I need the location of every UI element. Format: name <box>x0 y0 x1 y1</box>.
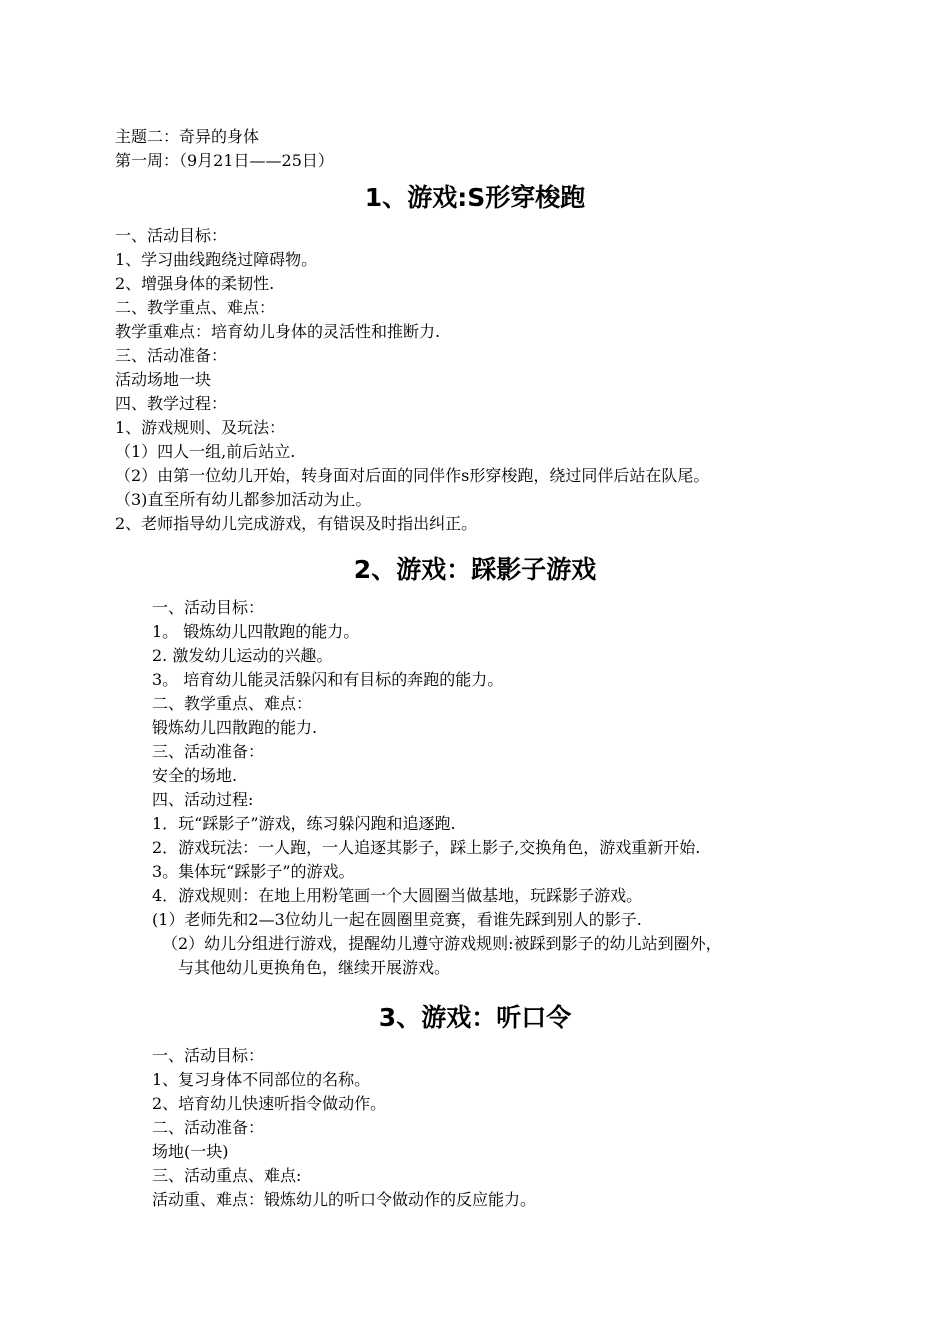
text-line: 锻炼幼儿四散跑的能力. <box>152 718 318 737</box>
text-line: 三、活动准备： <box>115 346 228 365</box>
text-line: 二、活动准备： <box>152 1118 265 1137</box>
text-line: （3)直至所有幼儿都参加活动为止。 <box>115 490 372 509</box>
text-line: 1．玩“踩影子”游戏，练习躲闪跑和追逐跑. <box>152 814 456 833</box>
text-line: 四、教学过程： <box>115 394 228 413</box>
text-line: 与其他幼儿更换角色，继续开展游戏。 <box>178 958 451 977</box>
text-line: 教学重难点：培育幼儿身体的灵活性和推断力. <box>115 322 441 341</box>
text-line: 三、活动重点、难点: <box>152 1166 302 1185</box>
text-line: 一、活动目标： <box>115 226 228 245</box>
text-line: 1、学习曲线跑绕过障碍物。 <box>115 250 318 269</box>
text-line: （1）四人一组,前后站立. <box>115 442 296 461</box>
text-line: 活动场地一块 <box>115 370 212 389</box>
text-line: 一、活动目标： <box>152 1046 265 1065</box>
text-line: (1）老师先和2—3位幼儿一起在圆圈里竞赛，看谁先踩到别人的影子. <box>152 910 642 929</box>
text-line: 2、增强身体的柔韧性. <box>115 274 275 293</box>
section-title: 2、游戏：踩影子游戏 <box>353 555 597 584</box>
text-line: 1。 锻炼幼儿四散跑的能力。 <box>152 622 360 641</box>
text-line: 2．游戏玩法：一人跑，一人追逐其影子，踩上影子,交换角色，游戏重新开始. <box>152 838 701 857</box>
text-line: 3。集体玩“踩影子”的游戏。 <box>152 862 355 881</box>
text-line: 2、培育幼儿快速听指令做动作。 <box>152 1094 387 1113</box>
text-line: 一、活动目标： <box>152 598 265 617</box>
text-line: （2）幼儿分组进行游戏，提醒幼儿遵守游戏规则:被踩到影子的幼儿站到圈外， <box>162 934 722 953</box>
text-line: 二、教学重点、难点： <box>115 298 276 317</box>
text-line: 场地(一块) <box>152 1142 229 1161</box>
text-line: 安全的场地. <box>152 766 238 785</box>
text-line: 4．游戏规则：在地上用粉笔画一个大圆圈当做基地，玩踩影子游戏。 <box>152 886 643 905</box>
text-line: 2. 激发幼儿运动的兴趣。 <box>152 646 333 665</box>
text-line: 活动重、难点：锻炼幼儿的听口令做动作的反应能力。 <box>152 1190 537 1209</box>
section-title: 3、游戏：听口令 <box>378 1003 572 1032</box>
text-line: 1、游戏规则、及玩法： <box>115 418 286 437</box>
text-line: 二、教学重点、难点： <box>152 694 313 713</box>
text-line: 3。 培育幼儿能灵活躲闪和有目标的奔跑的能力。 <box>152 670 504 689</box>
text-line: 2、老师指导幼儿完成游戏，有错误及时指出纠正。 <box>115 514 478 533</box>
week-line: 第一周：（9月21日——25日） <box>115 151 334 170</box>
text-line: （2）由第一位幼儿开始，转身面对后面的同伴作s形穿梭跑，绕过同伴后站在队尾。 <box>115 466 710 485</box>
text-line: 四、活动过程: <box>152 790 254 809</box>
section-title: 1、游戏:S形穿梭跑 <box>364 183 586 212</box>
text-line: 1、复习身体不同部位的名称。 <box>152 1070 371 1089</box>
theme-line: 主题二：奇异的身体 <box>115 127 260 146</box>
text-line: 三、活动准备： <box>152 742 265 761</box>
